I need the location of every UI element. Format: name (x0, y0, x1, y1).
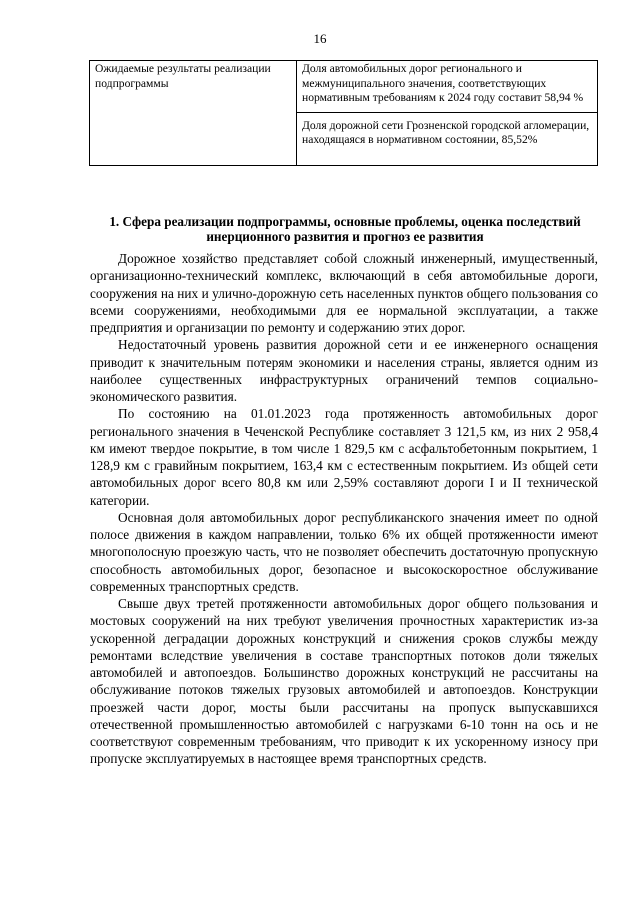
page-number: 16 (313, 31, 327, 46)
expected-results-table (89, 60, 598, 166)
cell-divider (297, 112, 597, 113)
paragraph-lanes: Основная доля автомобильных дорог республиканского значения имеет по одной полосе движения в каждом направлении, только 6% их общей протяженности имеют многополосную проезжую часть, что не позволяет обеспечить достаточную пропускную способность автомобильных дорог, безопасное и высокоскоростное обслуживание современных транспортных средств. (90, 509, 598, 594)
results-values-cell (297, 61, 598, 166)
section-heading: 1. Сфера реализации подпрограммы, основные проблемы, оценка последствий инерционного развития и прогноз ее развития (109, 214, 581, 244)
results-item-1: Доля автомобильных дорог регионального и межмуниципального значения, соответствующих нормативным требованиям к 2024 году составит 58,94 % (302, 62, 584, 104)
body-text (90, 250, 598, 768)
paragraph-road-length: По состоянию на 01.01.2023 года протяженность автомобильных дорог регионального значения в Чеченской Республике составляет 3 121,5 км, из них 2 958,4 км имеют твердое покрытие, в том числе 1 829,5 км с асфальтобетонным покрытием, 1 128,9 км с гравийным покрытием, 163,4 км с естественным покрытием. Из общей сети автомобильных дорог всего 80,8 км или 2,59% составляют дороги I и II технической категории. (90, 406, 598, 508)
table-row (90, 61, 598, 166)
paragraph-insufficient-development: Недостаточный уровень развития дорожной сети и ее инженерного оснащения приводит к значительным потерям экономики и населения страны, является одним из наиболее существенных инфраструктурных ограничений темпов социально-экономического развития. (90, 337, 598, 404)
paragraph-road-economy: Дорожное хозяйство представляет собой сложный инженерный, имущественный, организационно-технический комплекс, включающий в себя автомобильные дороги, сооружения на них и улично-дорожную сеть населенных пунктов общего пользования со всеми сооружениями, необходимыми для ее нормальной эксплуатации, а также предприятия и организации по ремонту и содержанию этих дорог. (90, 251, 598, 335)
results-item-2: Доля дорожной сети Грозненской городской агломерации, находящаяся в нормативном состоянии, 85,52% (302, 118, 590, 146)
results-label-cell: Ожидаемые результаты реализации подпрограммы (90, 61, 297, 166)
paragraph-structures: Свыше двух третей протяженности автомобильных дорог общего пользования и мостовых сооружений на них требуют увеличения прочностных характеристик из-за ускоренной деградации дорожных конструкций и снижения сроков службы между ремонтами вследствие увеличения в составе транспортных потоков доли тяжелых автомобилей и автопоездов. Большинство дорожных конструкций не рассчитаны на обслуживание потоков тяжелых грузовых автомобилей и автопоездов. Конструкции проезжей части дорог, мосты были рассчитаны на пропуск выпускавшихся отечественной промышленностью автомобилей с нагрузками 6-10 тонн на ось и не соответствуют современным требованиям, что приводит к их ускоренному износу при пропуске эксплуатируемых в настоящее время транспортных средств. (90, 596, 598, 767)
